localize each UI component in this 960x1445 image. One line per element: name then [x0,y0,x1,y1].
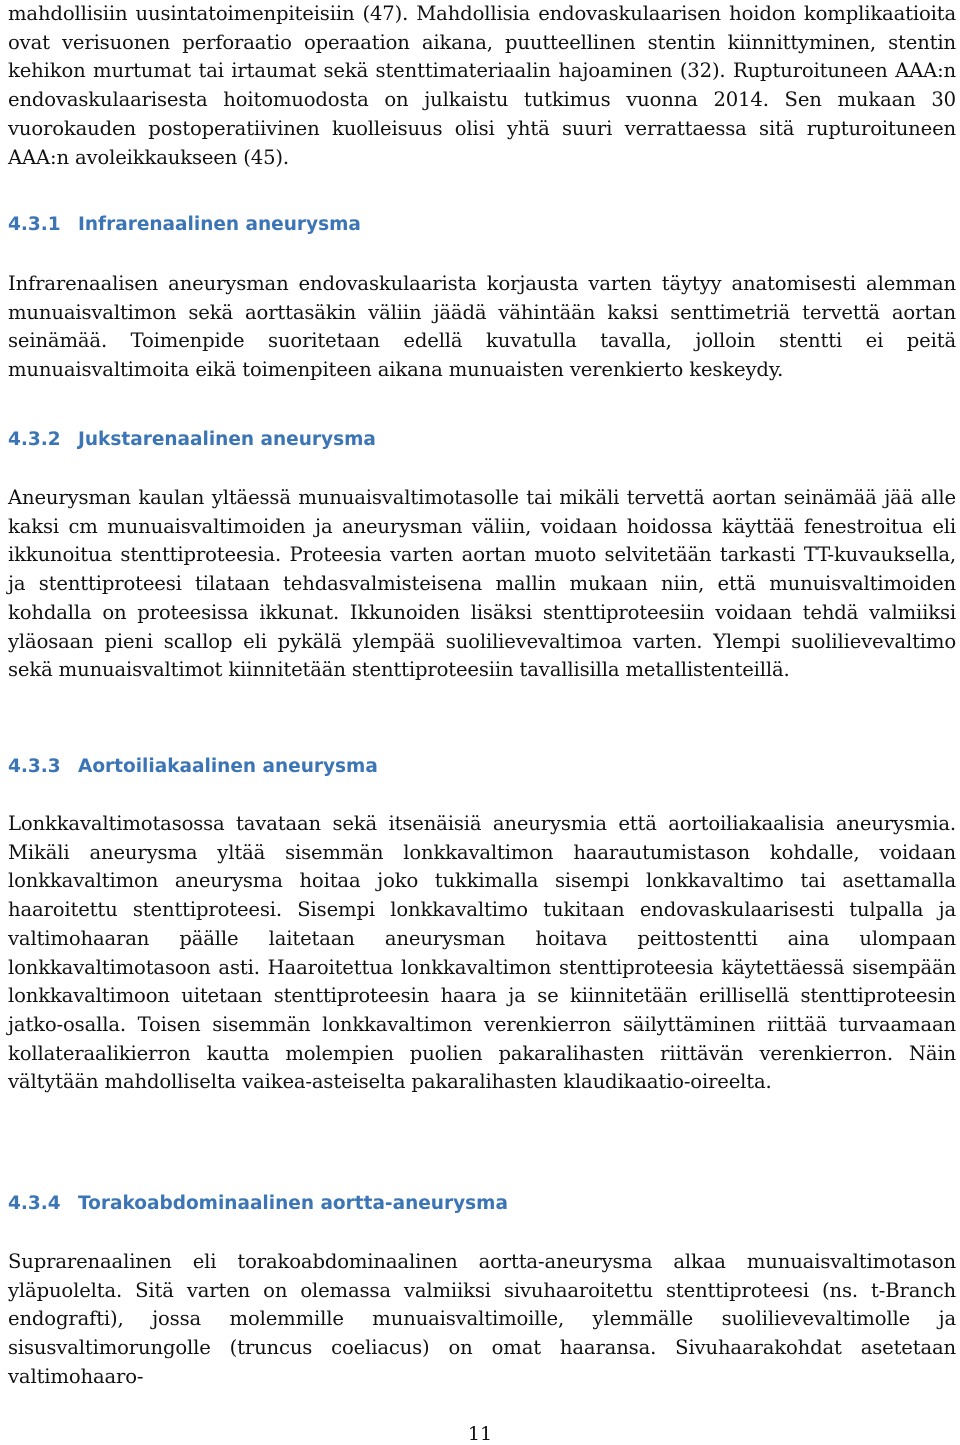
section-body-4-3-1: Infrarenaalisen aneurysman endovaskulaarista korjausta varten täytyy anatomisesti alemman munuaisvaltimon sekä aorttasäkin väliin jäädä vähintään kaksi senttimetriä tervettä aortan seinämää. Toimenpide suoritetaan edellä kuvatulla tavalla, jolloin stentti ei peitä munuaisvaltimoita eikä toimenpiteen aikana munuaisten verenkierto keskeydy. [8,272,956,382]
section-title: Aortoiliakaalinen aneurysma [78,756,378,777]
section-title: Infrarenaalinen aneurysma [78,214,361,235]
intro-paragraph: mahdollisiin uusintatoimenpiteisiin (47). Mahdollisia endovaskulaarisen hoidon komplikaatioita ovat verisuonen perforaatio operaation aikana, puutteellinen stentin kiinnittyminen, stentin kehikon murtumat tai irtaumat sekä stenttimateriaalin hajoaminen (32). Rupturoituneen AAA:n endovaskulaarisesta hoitomuodosta on julkaistu tutkimus vuonna 2014. Sen mukaan 30 vuorokauden postoperatiivinen kuolleisuus olisi yhtä suuri verrattaessa sitä rupturoituneen AAA:n avoleikkaukseen (45). [8,2,956,169]
section-body-4-3-3: Lonkkavaltimotasossa tavataan sekä itsenäisiä aneurysmia että aortoiliakaalisia aneurysmia. Mikäli aneurysma yltää sisemmän lonkkavaltimon haarautumistason kohdalle, voidaan lonkkavaltimon aneurysma hoitaa joko tukkimalla sisempi lonkkavaltimo tai asettamalla haaroitettu stenttiproteesi. Sisempi lonkkavaltimo tukitaan endovaskulaarisesti tulpalla ja valtimohaaran päälle laitetaan aneurysman hoitava peittostentti aina ulompaan lonkkavaltimotasoon asti. Haaroitettua lonkkavaltimon stenttiproteesia käytettäessä sisempään lonkkavaltimoon uitetaan stenttiproteesin haara ja se kiinnitetään erillisellä stenttiproteesin jatko-osalla. Toisen sisemmän lonkkavaltimon verenkierron säilyttäminen riittää turvaamaan kollateraalikierron kautta molempien puolien pakaralihasten riittävän verenkierron. Näin vältytään mahdolliselta vaikea-asteiselta pakaralihasten klaudikaatio-oireelta. [8,812,956,1094]
section-number: 4.3.1 [8,214,61,235]
section-number: 4.3.2 [8,429,61,450]
section-heading-4-3-1 [8,213,361,237]
section-number: 4.3.4 [8,1193,61,1214]
section-number: 4.3.3 [8,756,61,777]
section-title: Torakoabdominaalinen aortta-aneurysma [78,1193,508,1214]
section-heading-4-3-2 [8,428,376,452]
section-body-4-3-2: Aneurysman kaulan yltäessä munuaisvaltimotasolle tai mikäli tervettä aortan seinämää jää alle kaksi cm munuaisvaltimoiden ja aneurysman väliin, voidaan hoidossa käyttää fenestroitua eli ikkunoitua stenttiproteesia. Proteesia varten aortan muoto selvitetään tarkasti TT-kuvauksella, ja stenttiproteesi tilataan tehdasvalmisteisena mallin mukaan niin, että munuisvaltimoiden kohdalla on proteesissa ikkunat. Ikkunoiden lisäksi stenttiproteesiin voidaan tehdä valmiiksi yläosaan pieni scallop eli pykälä ylempää suolilievevaltimoa varten. Ylempi suolilievevaltimo sekä munuaisvaltimot kiinnitetään stenttiproteesiin tavallisilla metallistenteillä. [8,486,956,682]
section-title: Jukstarenaalinen aneurysma [78,429,376,450]
section-heading-4-3-3 [8,755,378,779]
page-number: 11 [467,1423,493,1445]
section-heading-4-3-4 [8,1192,508,1216]
section-body-4-3-4: Suprarenaalinen eli torakoabdominaalinen aortta-aneurysma alkaa munuaisvaltimotason yläpuolelta. Sitä varten on olemassa valmiiksi sivuhaaroitettu stenttiproteesi (ns. t-Branch endografti), jossa molemmille munuaisvaltimoille, ylemmälle suolilievevaltimolle ja sisusvaltimorungolle (truncus coeliacus) on omat haaransa. Sivuhaarakohdat asetetaan valtimohaaro- [8,1250,956,1388]
